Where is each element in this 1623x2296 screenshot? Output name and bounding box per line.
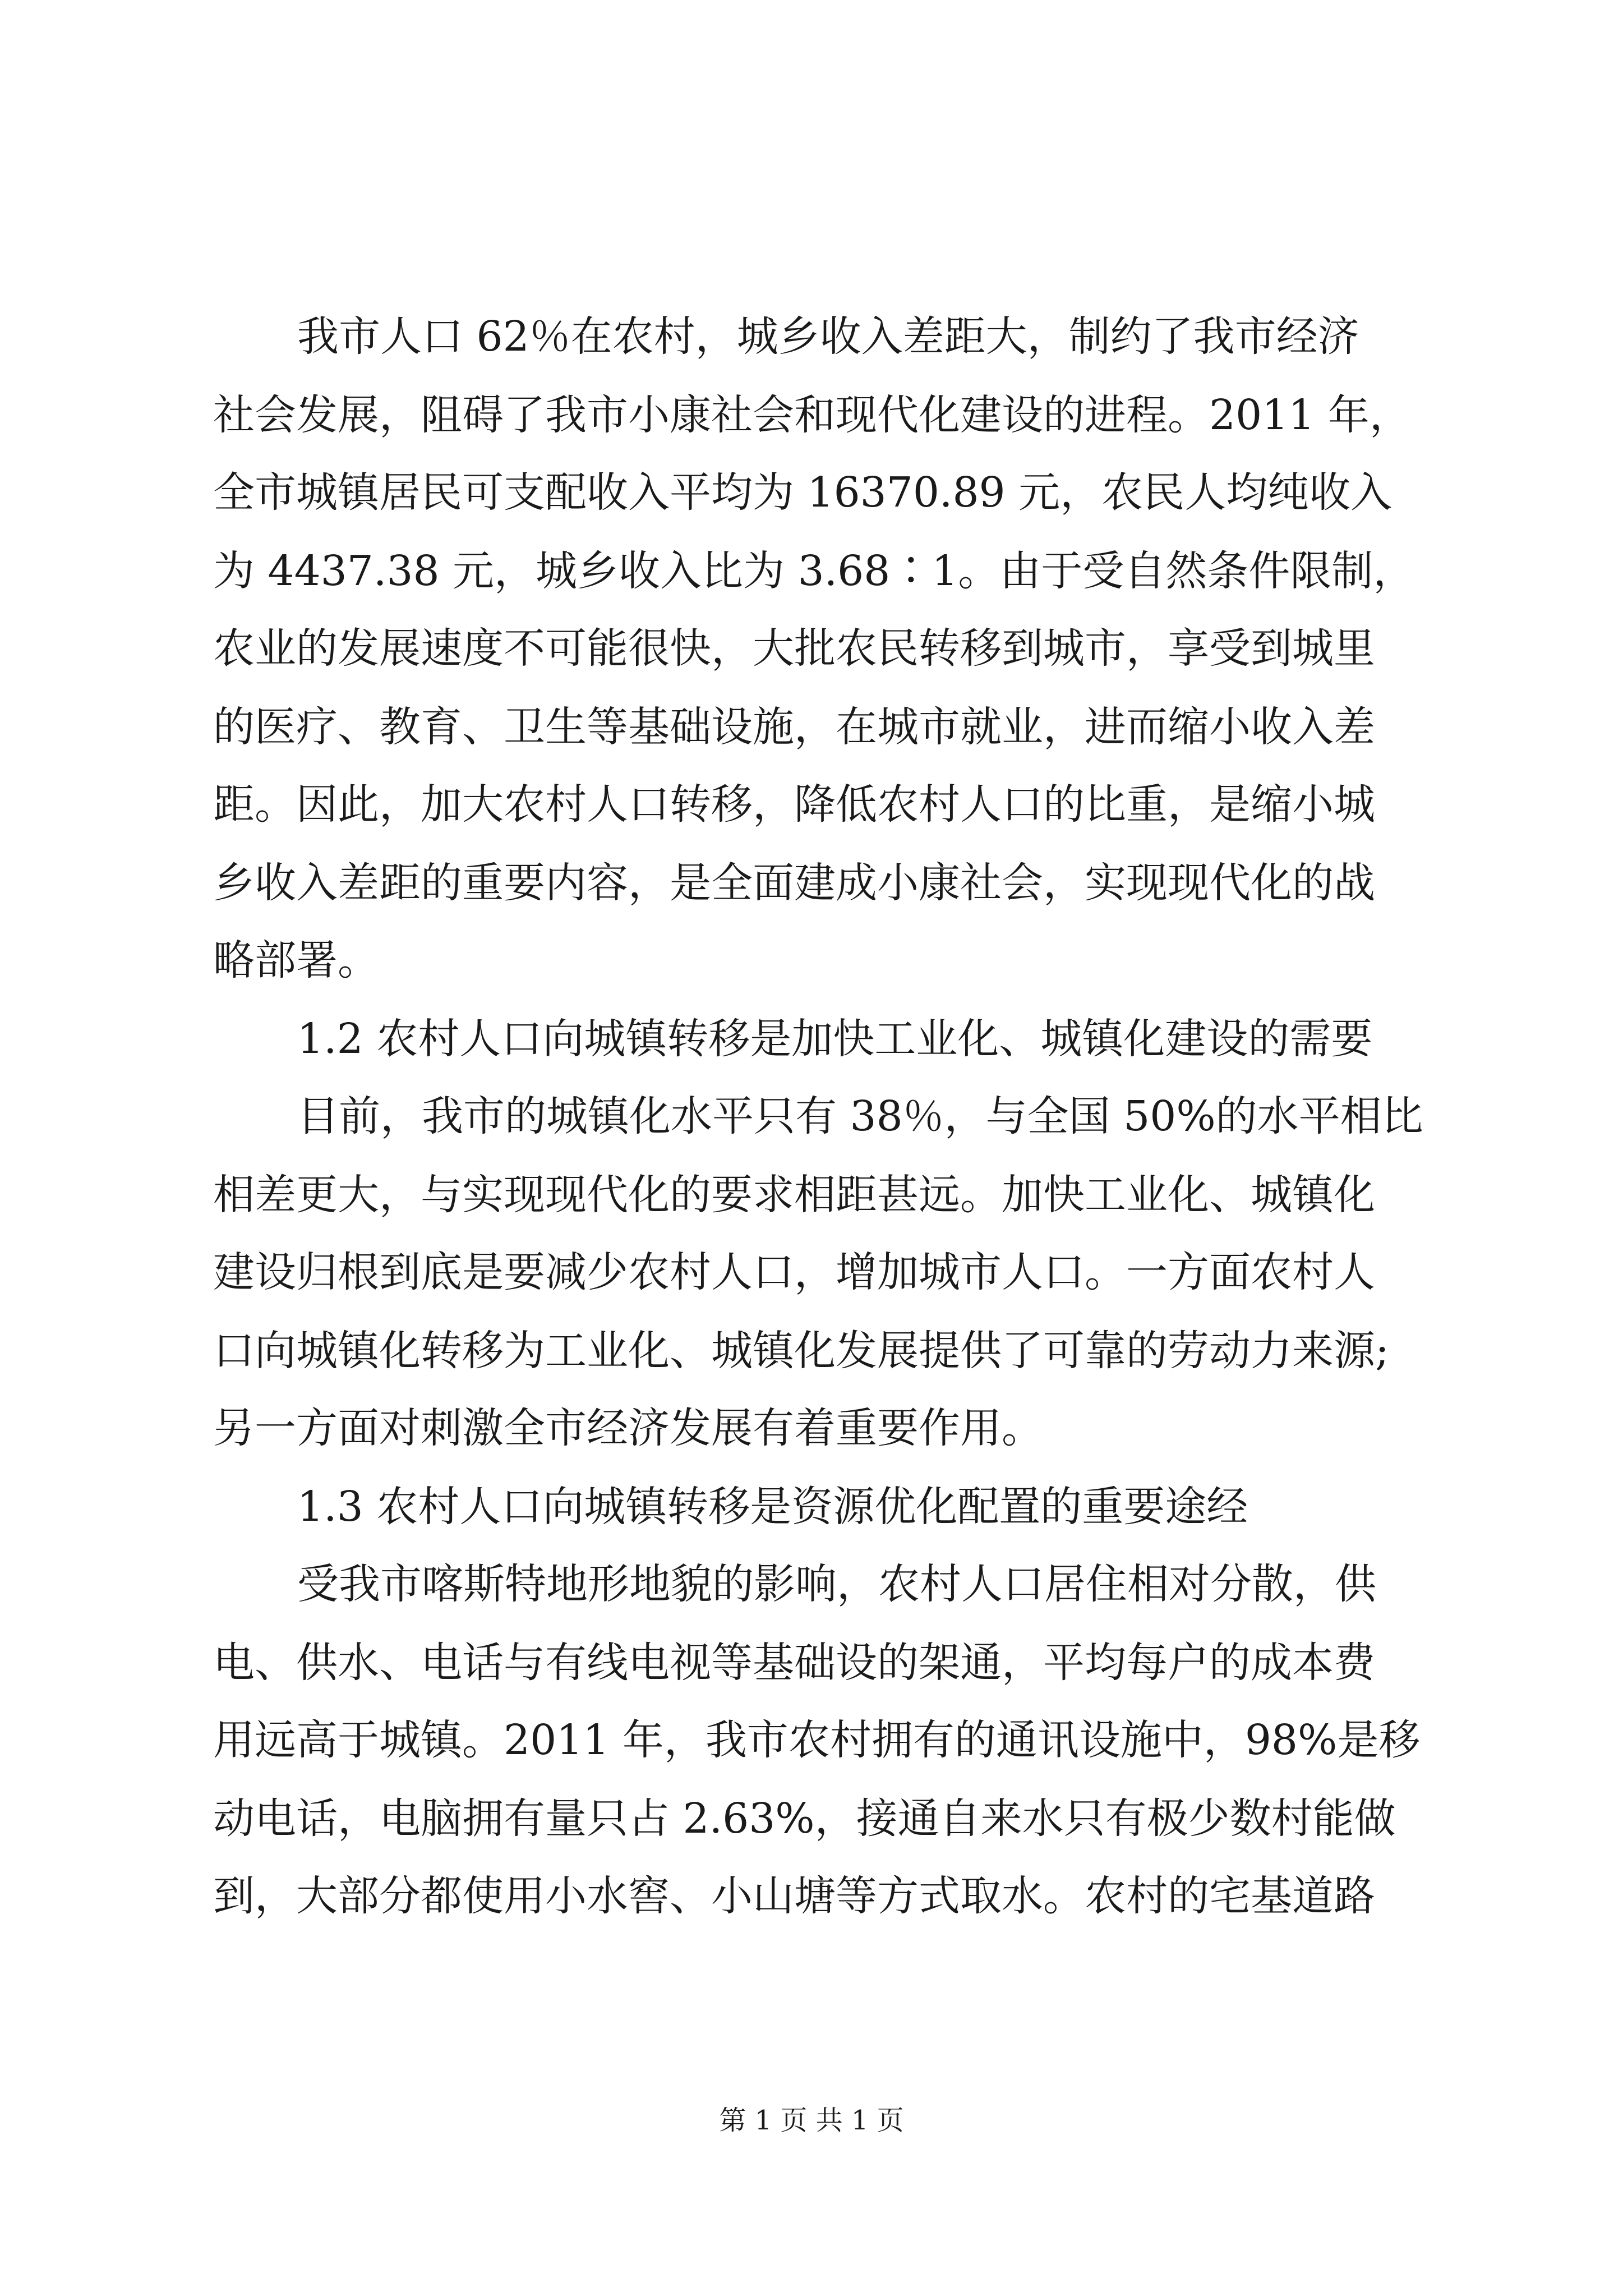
text-line: 目前，我市的城镇化水平只有 38％，与全国 50%的水平相比 bbox=[297, 1092, 1423, 1140]
text-line: 社会发展，阻碍了我市小康社会和现代化建设的进程。2011 年， bbox=[213, 391, 1411, 439]
section-heading: 1.3 农村人口向城镇转移是资源优化配置的重要途经 bbox=[297, 1483, 1248, 1531]
page-footer: 第 1 页 共 1 页 bbox=[719, 2105, 904, 2136]
text-line: 动电话，电脑拥有量只占 2.63%，接通自来水只有极少数村能做 bbox=[213, 1795, 1396, 1843]
text-line: 建设归根到底是要减少农村人口，增加城市人口。一方面农村人 bbox=[213, 1248, 1375, 1296]
text-line: 农业的发展速度不可能很快，大批农民转移到城市，享受到城里 bbox=[213, 624, 1375, 673]
text-line: 到，大部分都使用小水窖、小山塘等方式取水。农村的宅基道路 bbox=[213, 1872, 1375, 1920]
text-line: 相差更大，与实现现代化的要求相距甚远。加快工业化、城镇化 bbox=[213, 1171, 1375, 1219]
text-line: 乡收入差距的重要内容，是全面建成小康社会，实现现代化的战 bbox=[213, 859, 1375, 907]
text-line: 略部署。 bbox=[213, 936, 379, 984]
text-line: 为 4437.38 元，城乡收入比为 3.68∶1。由于受自然条件限制， bbox=[213, 547, 1415, 595]
text-line: 我市人口 62％在农村，城乡收入差距大，制约了我市经济 bbox=[297, 312, 1359, 361]
text-line: 距。因此，加大农村人口转移，降低农村人口的比重，是缩小城 bbox=[213, 780, 1375, 829]
text-line: 用远高于城镇。2011 年，我市农村拥有的通讯设施中，98%是移 bbox=[213, 1716, 1421, 1764]
text-line: 的医疗、教育、卫生等基础设施，在城市就业，进而缩小收入差 bbox=[213, 703, 1375, 751]
text-line: 口向城镇化转移为工业化、城镇化发展提供了可靠的劳动力来源; bbox=[213, 1327, 1389, 1375]
text-line: 受我市喀斯特地形地貌的影响，农村人口居住相对分散，供 bbox=[297, 1560, 1376, 1608]
text-line: 全市城镇居民可支配收入平均为 16370.89 元，农民人均纯收入 bbox=[213, 468, 1393, 517]
section-heading: 1.2 农村人口向城镇转移是加快工业化、城镇化建设的需要 bbox=[297, 1015, 1373, 1063]
text-line: 另一方面对刺激全市经济发展有着重要作用。 bbox=[213, 1404, 1043, 1452]
text-line: 电、供水、电话与有线电视等基础设的架通，平均每户的成本费 bbox=[213, 1639, 1375, 1687]
